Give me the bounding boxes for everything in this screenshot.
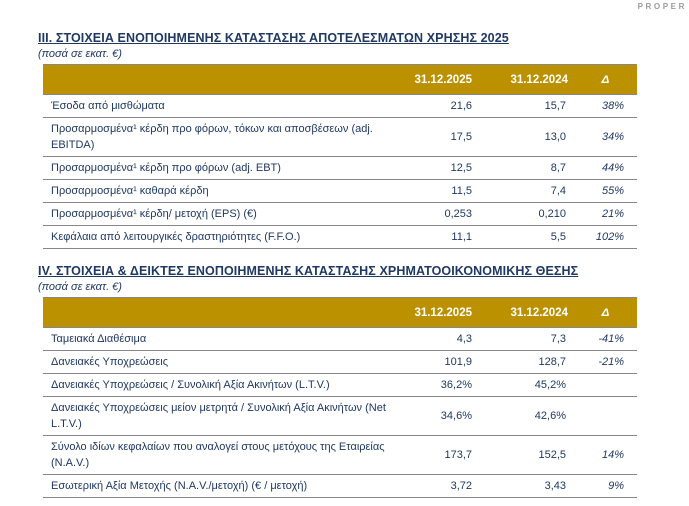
table-row: [43, 226, 637, 249]
value-delta: 55%: [574, 180, 637, 203]
value-2025: 12,5: [393, 157, 480, 180]
row-label: Κεφάλαια από λειτουργικές δραστηριότητες (F.F.O.): [43, 226, 393, 249]
table-row: [43, 475, 637, 498]
row-label: Δανειακές Υποχρεώσεις / Συνολική Αξία Ακινήτων (L.T.V.): [43, 374, 393, 397]
value-2024: 7,4: [480, 180, 574, 203]
value-2025: 21,6: [393, 95, 480, 118]
value-delta: 44%: [574, 157, 637, 180]
col-header-2025: 31.12.2025: [393, 298, 480, 328]
row-label: Ταμειακά Διαθέσιμα: [43, 328, 393, 351]
col-header-2025: 31.12.2025: [393, 65, 480, 95]
value-delta: 34%: [574, 118, 637, 157]
row-label: Προσαρμοσμένα¹ κέρδη προ φόρων, τόκων και αποσβέσεων (adj. EBITDA): [43, 118, 393, 157]
table-row: [43, 436, 637, 475]
value-2025: 34,6%: [393, 397, 480, 436]
value-2025: 0,253: [393, 203, 480, 226]
value-2024: 45,2%: [480, 374, 574, 397]
value-2025: 17,5: [393, 118, 480, 157]
table-header-row: [43, 298, 637, 328]
col-header-empty: [43, 298, 393, 328]
value-delta: 14%: [574, 436, 637, 475]
section-position-title: IV. ΣΤΟΙΧΕΙΑ & ΔΕΙΚΤΕΣ ΕΝΟΠΟΙΗΜΕΝΗΣ ΚΑΤΑΣΤΑΣΗΣ ΧΡΗΜΑΤΟΟΙΚΟΝΟΜΙΚΗΣ ΘΕΣΗΣ: [38, 264, 579, 278]
table-row: [43, 118, 637, 157]
table-row: [43, 180, 637, 203]
row-label: Εσωτερική Αξία Μετοχής (N.A.V./μετοχή) (€ / μετοχή): [43, 475, 393, 498]
value-delta: 9%: [574, 475, 637, 498]
section-income-statement: [38, 0, 689, 249]
value-delta: [574, 397, 637, 436]
value-2025: 4,3: [393, 328, 480, 351]
value-2025: 11,5: [393, 180, 480, 203]
col-header-delta: Δ: [574, 298, 637, 328]
row-label: Προσαρμοσμένα¹ καθαρά κέρδη: [43, 180, 393, 203]
table-row: [43, 203, 637, 226]
table-row: [43, 351, 637, 374]
value-2024: 13,0: [480, 118, 574, 157]
financial-position-table: [43, 297, 637, 498]
row-label: Δανειακές Υποχρεώσεις: [43, 351, 393, 374]
value-delta: 38%: [574, 95, 637, 118]
section-financial-position: [38, 264, 689, 498]
value-2024: 152,5: [480, 436, 574, 475]
col-header-2024: 31.12.2024: [480, 65, 574, 95]
income-statement-table: [43, 64, 637, 249]
row-label: Δανειακές Υποχρεώσεις μείον μετρητά / Συνολική Αξία Ακινήτων (Net L.T.V.): [43, 397, 393, 436]
value-2024: 42,6%: [480, 397, 574, 436]
value-2025: 11,1: [393, 226, 480, 249]
units-note: (ποσά σε εκατ. €): [38, 281, 122, 293]
row-label: Έσοδα από μισθώματα: [43, 95, 393, 118]
table-header-row: [43, 65, 637, 95]
income-statement-body: [43, 95, 637, 249]
value-2024: 0,210: [480, 203, 574, 226]
value-delta: [574, 374, 637, 397]
units-note: (ποσά σε εκατ. €): [38, 48, 122, 60]
value-2024: 7,3: [480, 328, 574, 351]
brand-watermark: PROPER: [637, 2, 687, 11]
value-2025: 3,72: [393, 475, 480, 498]
value-2025: 101,9: [393, 351, 480, 374]
col-header-2024: 31.12.2024: [480, 298, 574, 328]
value-delta: -41%: [574, 328, 637, 351]
col-header-delta: Δ: [574, 65, 637, 95]
value-delta: 21%: [574, 203, 637, 226]
row-label: Προσαρμοσμένα¹ κέρδη προ φόρων (adj. EBT): [43, 157, 393, 180]
col-header-empty: [43, 65, 393, 95]
value-2024: 128,7: [480, 351, 574, 374]
table-row: [43, 397, 637, 436]
row-label: Προσαρμοσμένα¹ κέρδη/ μετοχή (EPS) (€): [43, 203, 393, 226]
value-2024: 15,7: [480, 95, 574, 118]
table-row: [43, 328, 637, 351]
section-income-title: III. ΣΤΟΙΧΕΙΑ ΕΝΟΠΟΙΗΜΕΝΗΣ ΚΑΤΑΣΤΑΣΗΣ ΑΠΟΤΕΛΕΣΜΑΤΩΝ ΧΡΗΣΗΣ 2025: [38, 31, 509, 45]
table-row: [43, 157, 637, 180]
value-2024: 5,5: [480, 226, 574, 249]
table-row: [43, 374, 637, 397]
value-2025: 173,7: [393, 436, 480, 475]
row-label: Σύνολο ιδίων κεφαλαίων που αναλογεί στους μετόχους της Εταιρείας (N.A.V.): [43, 436, 393, 475]
value-delta: -21%: [574, 351, 637, 374]
value-delta: 102%: [574, 226, 637, 249]
financial-position-body: [43, 328, 637, 498]
value-2024: 3,43: [480, 475, 574, 498]
value-2024: 8,7: [480, 157, 574, 180]
table-row: [43, 95, 637, 118]
value-2025: 36,2%: [393, 374, 480, 397]
